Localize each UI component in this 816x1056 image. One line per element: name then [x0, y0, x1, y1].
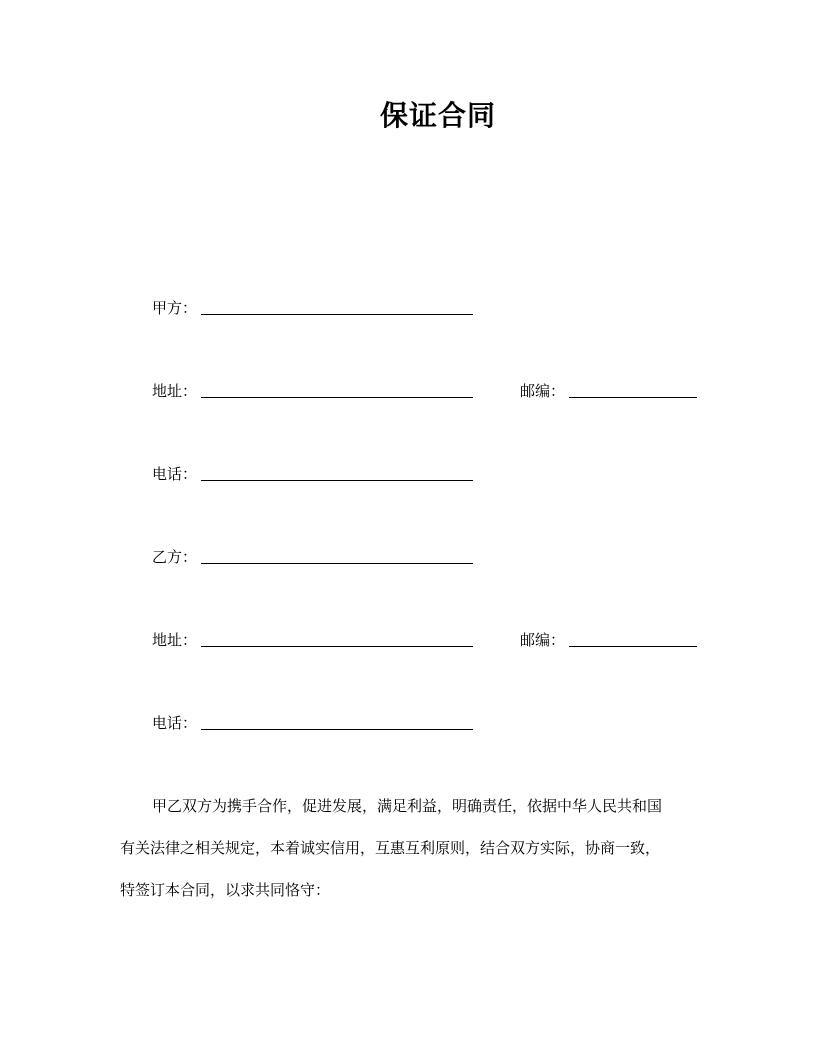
party-a-postcode-blank[interactable] [569, 397, 697, 398]
party-b-address-label: 地址： [152, 631, 198, 649]
preamble-line-1: 甲乙双方为携手合作，促进发展，满足利益，明确责任，依据中华人民共和国 [152, 797, 663, 815]
party-b-name-blank[interactable] [201, 563, 473, 564]
preamble-line-3: 特签订本合同，以求共同恪守： [120, 881, 331, 899]
party-a-address-label: 地址： [152, 382, 198, 400]
party-b-name-label: 乙方： [152, 548, 198, 566]
party-a-phone-blank[interactable] [201, 480, 473, 481]
party-a-address-blank[interactable] [201, 397, 473, 398]
party-b-phone-label: 电话： [152, 714, 198, 732]
party-a-name-label: 甲方： [152, 299, 198, 317]
party-b-postcode-label: 邮编： [520, 631, 566, 649]
party-b-postcode-blank[interactable] [569, 646, 697, 647]
document-title: 保证合同 [379, 99, 496, 132]
party-a-postcode-label: 邮编： [520, 382, 566, 400]
party-a-name-blank[interactable] [201, 314, 473, 315]
party-a-phone-label: 电话： [152, 465, 198, 483]
party-b-phone-blank[interactable] [201, 729, 473, 730]
party-b-address-blank[interactable] [201, 646, 473, 647]
preamble-line-2: 有关法律之相关规定，本着诚实信用，互惠互利原则，结合双方实际，协商一致， [120, 839, 661, 857]
